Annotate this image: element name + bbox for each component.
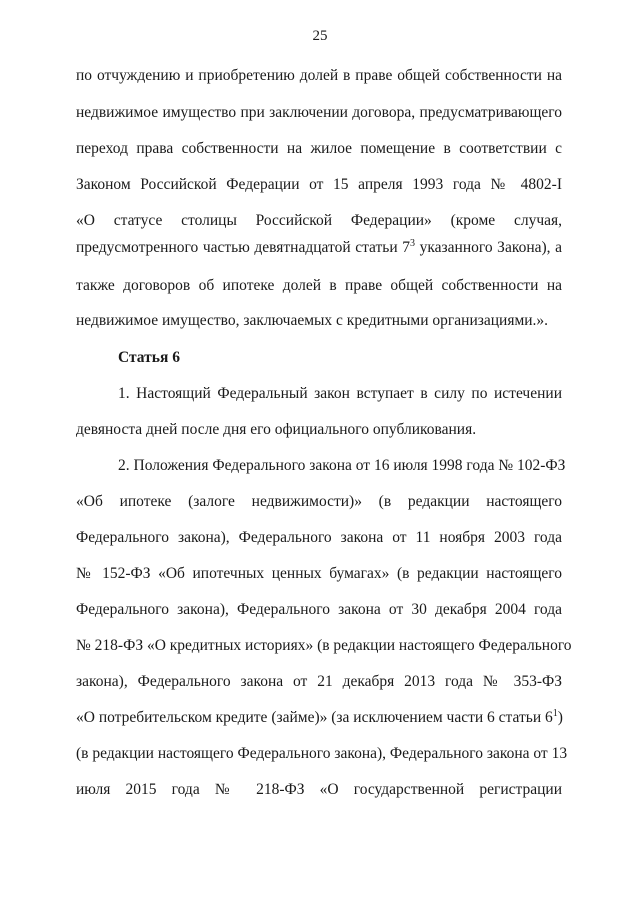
text-line: также договоров об ипотеке долей в праве общей собственности на [76, 277, 562, 294]
text-line: «Об ипотеке (залоге недвижимости)» (в редакции настоящего [76, 493, 562, 510]
text-line: по отчуждению и приобретению долей в праве общей собственности на [76, 67, 562, 84]
text-line: недвижимое имущество, заключаемых с кредитными организациями.». [76, 312, 549, 329]
text-line-with-superscript [76, 708, 562, 728]
text-line: № 218-ФЗ «О кредитных историях» (в редакции настоящего Федерального [76, 637, 572, 654]
text-line: недвижимое имущество при заключении договора, предусматривающего [76, 104, 562, 121]
text-segment: «О потребительском кредите (займе)» (за исключением части 6 статьи 6 [76, 709, 553, 726]
text-line: № 152-ФЗ «Об ипотечных ценных бумагах» (в редакции настоящего [76, 565, 562, 582]
superscript: 1 [552, 708, 558, 719]
text-line: июля 2015 года № 218-ФЗ «О государственной регистрации [76, 781, 562, 798]
text-line: девяноста дней после дня его официального опубликования. [76, 421, 477, 438]
page-number: 25 [312, 28, 328, 44]
text-line: (в редакции настоящего Федерального закона), Федерального закона от 13 [76, 745, 568, 762]
text-line: закона), Федерального закона от 21 декабря 2013 года № 353-ФЗ [76, 673, 562, 690]
text-line: 2. Положения Федерального закона от 16 июля 1998 года № 102-ФЗ [118, 457, 566, 474]
text-segment: ) [557, 709, 563, 726]
text-segment: указанного Закона), а [415, 239, 562, 256]
text-line: Федерального закона), Федерального закона от 30 декабря 2004 года [76, 601, 562, 618]
text-line: Законом Российской Федерации от 15 апреля 1993 года № 4802-I [76, 176, 562, 193]
text-line: 1. Настоящий Федеральный закон вступает в силу по истечении [118, 385, 562, 402]
text-line: Федерального закона), Федерального закона от 11 ноября 2003 года [76, 529, 562, 546]
article-heading: Статья 6 [118, 349, 180, 366]
text-line: «О статусе столицы Российской Федерации» (кроме случая, [76, 212, 562, 229]
text-line: переход права собственности на жилое помещение в соответствии с [76, 140, 562, 157]
text-line-with-superscript [76, 238, 562, 258]
text-segment: предусмотренного частью девятнадцатой статьи 7 [76, 239, 411, 256]
superscript: 3 [410, 238, 416, 249]
